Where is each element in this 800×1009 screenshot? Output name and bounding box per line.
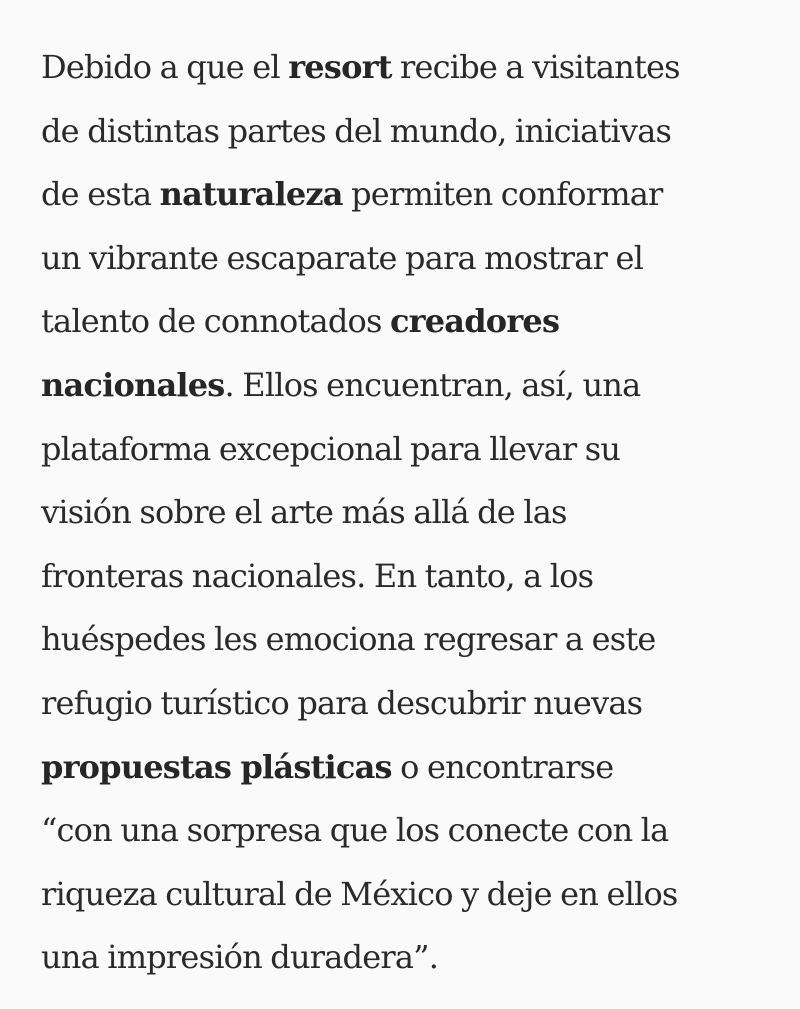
text-line — [41, 545, 781, 609]
text-line — [41, 481, 781, 545]
text-line — [41, 163, 781, 227]
text-run: talento de connotados — [41, 302, 390, 341]
text-run: riqueza cultural de México y deje en ellos — [41, 874, 678, 913]
text-line — [41, 100, 781, 164]
text-run: refugio turístico para descubrir nuevas — [41, 683, 643, 722]
text-line — [41, 926, 781, 990]
text-line — [41, 290, 781, 354]
text-run: una impresión duradera”. — [41, 938, 439, 977]
text-run: recibe a visitantes — [391, 48, 680, 86]
article-paragraph — [41, 36, 781, 990]
text-line — [41, 36, 781, 100]
text-line — [41, 863, 781, 927]
text-line — [41, 799, 781, 863]
text-run: fronteras nacionales. En tanto, a los — [41, 556, 594, 595]
text-line — [41, 418, 781, 482]
text-run: . Ellos encuentran, así, una — [224, 365, 641, 404]
bold-keyword: nacionales — [41, 365, 225, 404]
text-line — [41, 736, 781, 800]
text-line — [41, 354, 781, 418]
bold-keyword: naturaleza — [159, 175, 343, 214]
text-run: o encontrarse — [391, 747, 614, 786]
text-line — [41, 608, 781, 672]
text-line — [41, 227, 781, 291]
text-line — [41, 672, 781, 736]
text-run: visión sobre el arte más allá de las — [41, 493, 567, 532]
bold-keyword: resort — [288, 48, 392, 86]
text-run: un vibrante escaparate para mostrar el — [41, 238, 644, 277]
text-run: huéspedes les emociona regresar a este — [41, 620, 656, 659]
text-run: Debido a que el — [41, 48, 289, 86]
text-run: “con una sorpresa que los conecte con la — [41, 811, 669, 850]
bold-keyword: propuestas plásticas — [41, 747, 392, 786]
text-run: permiten conformar — [342, 175, 663, 214]
text-run: de esta — [41, 175, 160, 214]
text-run: plataforma excepcional para llevar su — [41, 429, 621, 468]
text-run: de distintas partes del mundo, iniciativas — [41, 111, 672, 150]
bold-keyword: creadores — [389, 302, 560, 341]
